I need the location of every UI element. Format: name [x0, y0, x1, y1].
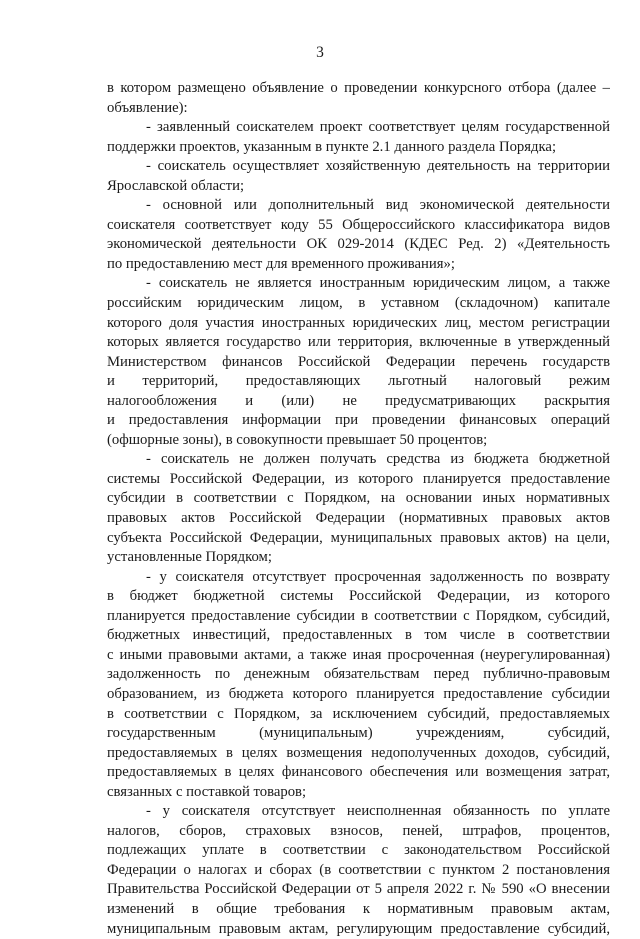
text-line: - основной или дополнительный вид экономической деятельности	[146, 197, 610, 214]
text-line: государственным (муниципальным) учреждениям, субсидий,	[107, 725, 610, 742]
text-line: - соискатель не должен получать средства из бюджета бюджетной	[146, 451, 610, 468]
text-line: Министерством финансов Российской Федерации перечень государств	[107, 353, 610, 370]
text-line: - соискатель осуществляет хозяйственную деятельность на территории	[146, 158, 610, 175]
text-line: и предоставления информации при проведении финансовых операций	[107, 412, 610, 429]
text-line: которого доля участия иностранных юридических лиц, местом регистрации	[107, 314, 610, 331]
text-line: предоставляемых в целях возмещения недополученных доходов, субсидий,	[107, 744, 610, 761]
text-line: Федерации о налогах и сборах (в соответствии с пунктом 2 постановления	[107, 861, 610, 878]
text-line: - у соискателя отсутствует просроченная задолженность по возврату	[146, 568, 610, 585]
text-line: с иными правовыми актами, а также иная просроченная (неурегулированная)	[107, 646, 610, 663]
text-line: муниципальным правовым актам, регулирующим предоставление субсидий,	[107, 920, 610, 937]
text-line: в бюджет бюджетной системы Российской Федерации, из которого	[107, 588, 610, 605]
text-line: бюджетных инвестиций, предоставленных в том числе в соответствии	[107, 627, 610, 644]
text-line: задолженность по денежным обязательствам перед публично-правовым	[107, 666, 610, 683]
text-line: субъекта Российской Федерации, муниципальных правовых актов) на цели,	[107, 529, 610, 546]
text-line: связанных с поставкой товаров;	[107, 783, 307, 800]
text-line: Правительства Российской Федерации от 5 апреля 2022 г. № 590 «О внесении	[107, 881, 610, 898]
text-line: системы Российской Федерации, из которого планируется предоставление	[107, 470, 610, 487]
text-line: планируется предоставление субсидии в соответствии с Порядком, субсидий,	[107, 607, 610, 624]
text-line: образованием, из бюджета которого планируется предоставление субсидии	[107, 685, 610, 702]
text-line: по предоставлению мест для временного проживания»;	[107, 255, 455, 272]
page-number: 3	[316, 44, 324, 61]
text-line: изменений в общие требования к нормативным правовым актам,	[107, 900, 610, 917]
text-line: которых является государство или территория, включенные в утвержденный	[107, 334, 610, 351]
text-line: Ярославской области;	[107, 177, 245, 194]
text-line: экономической деятельности ОК 029-2014 (КДЕС Ред. 2) «Деятельность	[107, 236, 610, 253]
text-line: соискателя соответствует коду 55 Общероссийского классификатора видов	[107, 216, 610, 233]
text-line: - соискатель не является иностранным юридическим лицом, а также	[146, 275, 610, 292]
text-line: и территорий, предоставляющих льготный налоговый режим	[107, 373, 610, 390]
text-line: налогообложения и (или) не предусматривающих раскрытия	[107, 392, 610, 409]
text-line: поддержки проектов, указанным в пункте 2.1 данного раздела Порядка;	[107, 138, 557, 155]
text-line: - заявленный соискателем проект соответствует целям государственной	[146, 119, 610, 136]
text-line: установленные Порядком;	[107, 549, 272, 566]
text-line: подлежащих уплате в соответствии с законодательством Российской	[107, 842, 610, 859]
document-body	[107, 79, 610, 939]
text-line: предоставляемых в целях финансового обеспечения или возмещения затрат,	[107, 764, 610, 781]
text-line: (офшорные зоны), в совокупности превышает 50 процентов;	[107, 431, 488, 448]
text-line: российским юридическим лицом, в уставном (складочном) капитале	[107, 295, 610, 312]
text-line: объявление):	[107, 99, 188, 116]
text-line: в котором размещено объявление о проведении конкурсного отбора (далее –	[107, 80, 610, 96]
text-line: - у соискателя отсутствует неисполненная обязанность по уплате	[146, 803, 610, 820]
text-line: налогов, сборов, страховых взносов, пеней, штрафов, процентов,	[107, 822, 610, 839]
text-line: субсидии в соответствии с Порядком, на основании иных нормативных	[107, 490, 610, 507]
text-line: в соответствии с Порядком, за исключением субсидий, предоставляемых	[107, 705, 610, 722]
text-line: правовых актов Российской Федерации (нормативных правовых актов	[107, 510, 610, 527]
